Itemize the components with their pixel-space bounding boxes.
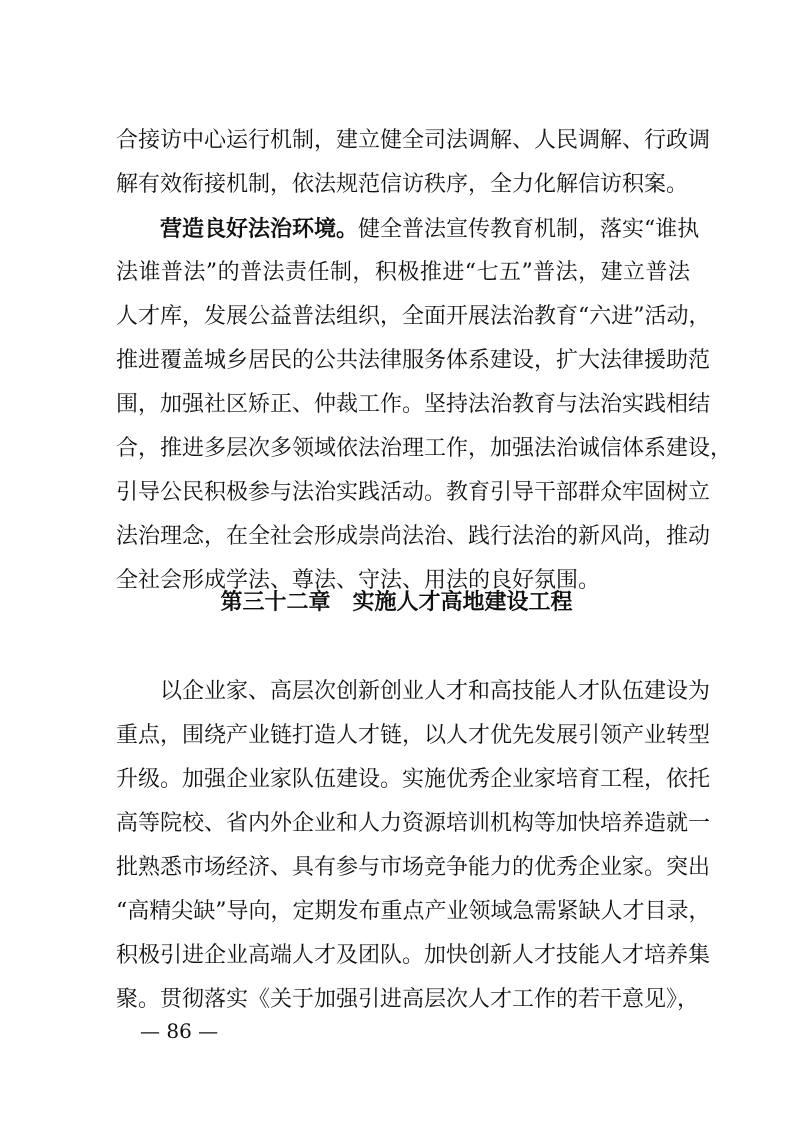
paragraph-line: 人才库，发展公益普法组织，全面开展法治教育“六进”活动， — [116, 304, 711, 329]
paragraph-text: 健全普法宣传教育机制，落实“谁执 — [358, 217, 700, 242]
paragraph-line: 高等院校、省内外企业和人力资源培训机构等加快培养造就一 — [116, 811, 711, 836]
paragraph-line: “高精尖缺”导向，定期发布重点产业领域急需紧缺人才目录， — [116, 899, 711, 924]
paragraph-line: 积极引进企业高端人才及团队。加快创新人才技能人才培养集 — [116, 943, 711, 968]
paragraph-line: 重点，围绕产业链打造人才链，以人才优先发展引领产业转型 — [116, 723, 711, 748]
paragraph-line: 推进覆盖城乡居民的公共法律服务体系建设，扩大法律援助范 — [116, 348, 711, 373]
paragraph-line: 合接访中心运行机制，建立健全司法调解、人民调解、行政调 — [116, 128, 711, 153]
paragraph-line: 法治理念，在全社会形成崇尚法治、践行法治的新风尚，推动 — [116, 524, 711, 549]
paragraph-line: 法谁普法”的普法责任制，积极推进“七五”普法，建立普法 — [116, 260, 690, 285]
paragraph-line: 聚。贯彻落实《关于加强引进高层次人才工作的若干意见》， — [116, 987, 700, 1012]
paragraph-first-line: 以企业家、高层次创新创业人才和高技能人才队伍建设为 — [160, 679, 711, 704]
paragraph-first-line — [160, 209, 700, 249]
paragraph-line: 引导公民积极参与法治实践活动。教育引导干部群众牢固树立 — [116, 480, 711, 505]
paragraph-lead-heading: 营造良好法治环境。 — [160, 216, 359, 242]
paragraph-line: 合，推进多层次多领域依法治理工作，加强法治诚信体系建设， — [116, 436, 733, 461]
page-number: — 86 — — [140, 1019, 219, 1043]
paragraph-line: 解有效衔接机制，依法规范信访秩序，全力化解信访积案。 — [116, 172, 689, 197]
paragraph-line: 围，加强社区矫正、仲裁工作。坚持法治教育与法治实践相结 — [116, 392, 711, 417]
paragraph-line: 全社会形成学法、尊法、守法、用法的良好氛围。 — [116, 568, 601, 593]
paragraph-line: 批熟悉市场经济、具有参与市场竞争能力的优秀企业家。突出 — [116, 855, 711, 880]
chapter-heading: 第三十二章 实施人才高地建设工程 — [220, 590, 573, 615]
paragraph-line: 升级。加强企业家队伍建设。实施优秀企业家培育工程，依托 — [116, 767, 711, 792]
